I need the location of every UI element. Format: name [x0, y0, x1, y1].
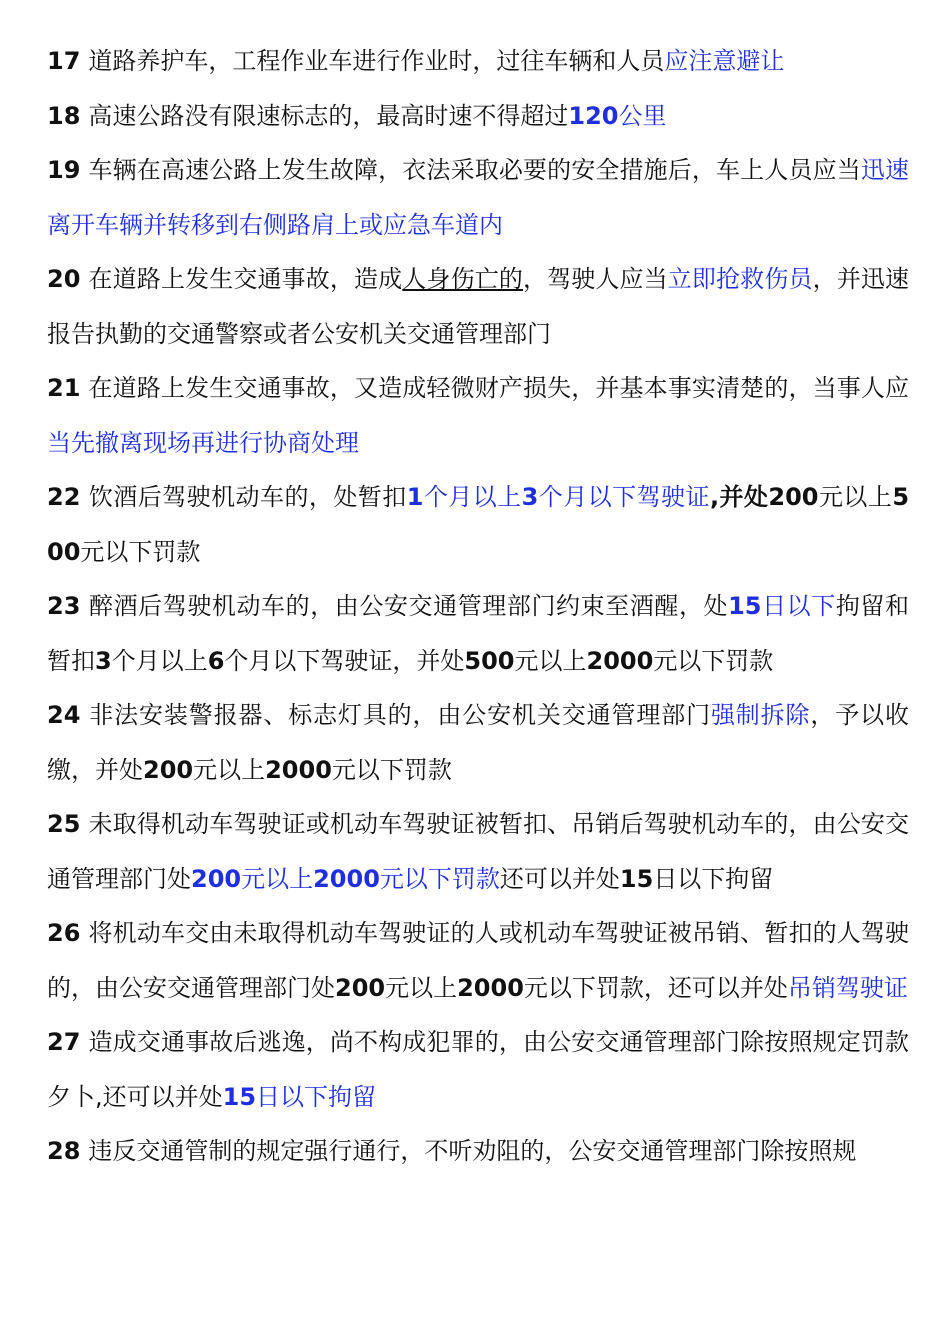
highlighted-text: 公里: [618, 101, 667, 130]
highlighted-text: 120: [568, 101, 619, 130]
rule-text: 拘留和暂扣: [47, 592, 910, 675]
rule-text: 未取得机动车驾驶证或机动车驾驶证被暂扣、吊销后驾驶机动车的，由公安交通管理部门处: [47, 810, 909, 893]
rule-text: 在道路上发生交通事故，又造成轻微财产损失，并基本事实清楚的，当事人应: [88, 374, 909, 402]
rule-item-24: [47, 688, 909, 797]
rule-text: 还可以并处: [499, 864, 620, 893]
rule-text: 日以下拘留: [653, 864, 774, 893]
rule-text: 元以下罚款: [80, 537, 201, 566]
rule-item-26: [47, 906, 909, 1015]
rule-number: 26: [47, 919, 81, 947]
rule-text: ，并迅速报告执勤的交通警察或者公安机关交通管理部门: [47, 265, 910, 348]
rule-text: 个月以下驾驶证，并处: [224, 646, 465, 675]
rule-text: 2000: [457, 973, 524, 1002]
highlighted-text: 2000: [313, 864, 380, 893]
rule-item-18: [47, 89, 909, 144]
highlighted-text: 当先撤离现场再进行协商处理: [47, 428, 359, 457]
rule-text: 3: [95, 646, 112, 675]
rule-item-20: [47, 252, 909, 361]
rule-text: 造成交通事故后逃逸，尚不构成犯罪的，由公安交通管理部门除按照规定罚款夕卜,还可以并处: [47, 1028, 909, 1111]
rule-text: 200: [143, 755, 194, 784]
rule-text: 饮酒后驾驶机动车的，处暂扣: [88, 483, 407, 511]
highlighted-text: 元以上: [241, 864, 314, 893]
rule-text: 2000: [265, 755, 332, 784]
rule-text: ，驾驶人应当: [522, 265, 668, 293]
rule-item-17: [47, 34, 909, 89]
rule-text: ,并处: [709, 483, 769, 511]
rule-number: 17: [47, 47, 81, 75]
rule-item-27: [47, 1015, 909, 1124]
rule-number: 20: [47, 265, 81, 293]
highlighted-text: 应注意避让: [664, 47, 785, 75]
highlighted-text: 立即抢救伤员: [667, 265, 813, 293]
rule-text: 2000: [586, 646, 654, 675]
rule-item-23: [47, 579, 909, 688]
highlighted-text: 1: [406, 483, 424, 511]
rule-text: 200: [335, 973, 386, 1002]
rule-number: 24: [47, 701, 81, 729]
highlighted-text: 元以下罚款: [379, 864, 500, 893]
rule-text: 车辆在高速公路上发生故障，衣法采取必要的安全措施后，车上人员应当: [88, 156, 861, 184]
rule-number: 27: [47, 1028, 81, 1056]
rule-number: 21: [47, 374, 81, 402]
highlighted-text: 迅速离开车辆并转移到右侧路肩上或应急车道内: [47, 156, 910, 239]
rule-text: 15: [619, 864, 654, 893]
rule-number: 28: [47, 1137, 81, 1165]
rule-number: 19: [47, 156, 81, 184]
rule-text: 200: [768, 483, 819, 511]
highlighted-text: 15: [222, 1082, 257, 1111]
rule-text: 500: [464, 646, 515, 675]
rule-number: 18: [47, 101, 81, 130]
rule-text: 元以下罚款，还可以并处: [523, 973, 788, 1002]
rule-item-19: [47, 143, 909, 252]
rule-number: 22: [47, 483, 81, 511]
rule-text: ，予以收缴，并处: [47, 701, 910, 784]
rule-text: 非法安装警报器、标志灯具的，由公安机关交通管理部门: [88, 701, 711, 729]
rule-text: 元以下罚款: [331, 755, 452, 784]
rule-text: 元以上: [818, 483, 893, 511]
highlighted-text: 15: [728, 592, 762, 620]
rule-text: 个月以上: [111, 646, 208, 675]
highlighted-text: 强制拆除: [710, 701, 811, 729]
rule-text: 在道路上发生交通事故，造成: [88, 265, 403, 293]
rule-text: 6: [207, 646, 225, 675]
rule-text: 将机动车交由未取得机动车驾驶证的人或机动车驾驶证被吊销、暂扣的人驾驶的，由公安交通管理部门处: [47, 919, 909, 1002]
rule-text: 元以上: [385, 973, 458, 1002]
rule-text: 违反交通管制的规定强行通行，不听劝阻的，公安交通管理部门除按照规: [88, 1137, 857, 1165]
rule-item-22: [47, 470, 909, 579]
rule-text: 元以上: [514, 646, 587, 675]
rule-item-25: [47, 797, 909, 906]
document-page: [47, 34, 909, 1179]
rule-text: 500: [47, 483, 910, 566]
highlighted-text: 200: [191, 864, 242, 893]
highlighted-text: 日以下: [761, 592, 836, 620]
highlighted-text: 个月以上: [423, 483, 522, 511]
highlighted-text: 吊销驾驶证: [787, 973, 908, 1002]
rule-text: 道路养护车，工程作业车进行作业时，过往车辆和人员: [88, 47, 665, 75]
rule-text: 高速公路没有限速标志的，最高时速不得超过: [88, 101, 569, 130]
rule-item-28: [47, 1124, 909, 1179]
underlined-text: 人身伤亡的: [402, 265, 523, 293]
rule-text: 醉酒后驾驶机动车的，由公安交通管理部门约束至酒醒，处: [88, 592, 729, 620]
highlighted-text: 个月以下驾驶证: [538, 483, 710, 511]
rule-text: 元以上: [193, 755, 266, 784]
highlighted-text: 3: [521, 483, 539, 511]
rule-number: 23: [47, 592, 81, 620]
highlighted-text: 日以下拘留: [256, 1082, 377, 1111]
rule-text: 元以下罚款: [653, 646, 774, 675]
rule-item-21: [47, 361, 909, 470]
rule-number: 25: [47, 810, 81, 838]
